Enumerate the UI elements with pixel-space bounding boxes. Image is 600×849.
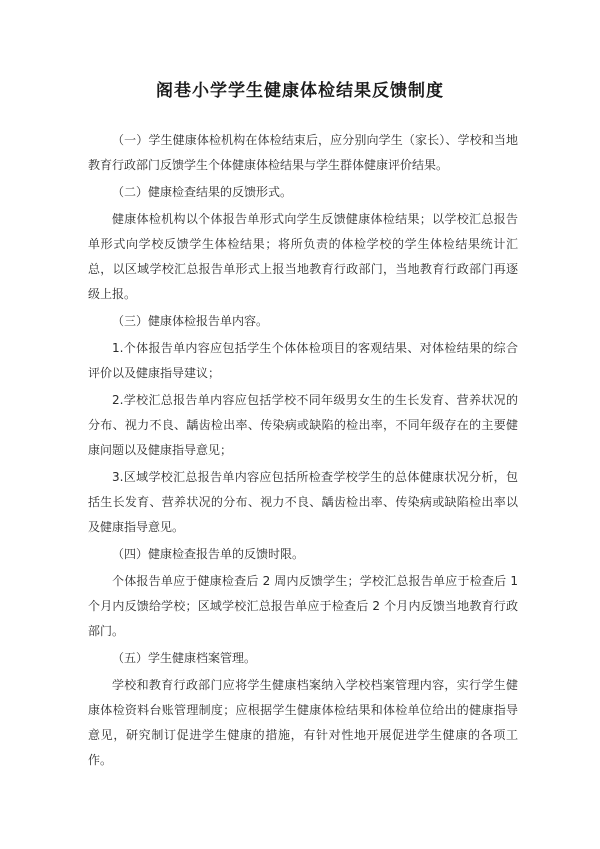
paragraph-feedback-form: 健康体检机构以个体报告单形式向学生反馈健康体检结果；以学校汇总报告单形式向学校反馈学生体检结果；将所负责的体检学校的学生体检结果统计汇总，以区域学校汇总报告单形式上报当地教育行政部门，当地教育行政部门再逐级上报。 (88, 212, 518, 301)
section-heading-feedback-form: （二）健康检查结果的反馈形式。 (112, 185, 293, 199)
document-title: 阁巷小学学生健康体检结果反馈制度 (156, 81, 444, 101)
paragraph-school-report: 2.学校汇总报告单内容应包括学校不同年级男女生的生长发育、营养状况的分布、视力不良、龋齿检出率、传染病或缺陷的检出率，不同年级存在的主要健康问题以及健康指导意见； (88, 393, 518, 457)
section-heading-records: （五）学生健康档案管理。 (112, 651, 257, 665)
section-heading-time-limit: （四）健康检查报告单的反馈时限。 (112, 547, 305, 561)
paragraph-records: 学校和教育行政部门应将学生健康档案纳入学校档案管理内容，实行学生健康体检资料台账管理制度；应根据学生健康体检结果和体检单位给出的健康指导意见，研究制订促进学生健康的措施，有针对性地开展促进学生健康的各项工作。 (88, 678, 518, 767)
paragraph-regional-report: 3.区域学校汇总报告单内容应包括所检查学校学生的总体健康状况分析，包括生长发育、营养状况的分布、视力不良、龋齿检出率、传染病或缺陷检出率以及健康指导意见。 (88, 470, 518, 534)
section-heading-report-content: （三）健康体检报告单内容。 (112, 314, 269, 328)
document-body (88, 128, 518, 775)
paragraph-time-limit: 个体报告单应于健康检查后 2 周内反馈学生；学校汇总报告单应于检查后 1 个月内反馈给学校；区域学校汇总报告单应于检查后 2 个月内反馈当地教育行政部门。 (88, 574, 518, 638)
paragraph-individual-report: 1.个体报告单内容应包括学生个体体检项目的客观结果、对体检结果的综合评价以及健康指导建议； (88, 341, 518, 380)
paragraph-feedback-overview: （一）学生健康体检机构在体检结束后，应分别向学生（家长）、学校和当地教育行政部门反馈学生个体健康体检结果与学生群体健康评价结果。 (88, 133, 518, 172)
